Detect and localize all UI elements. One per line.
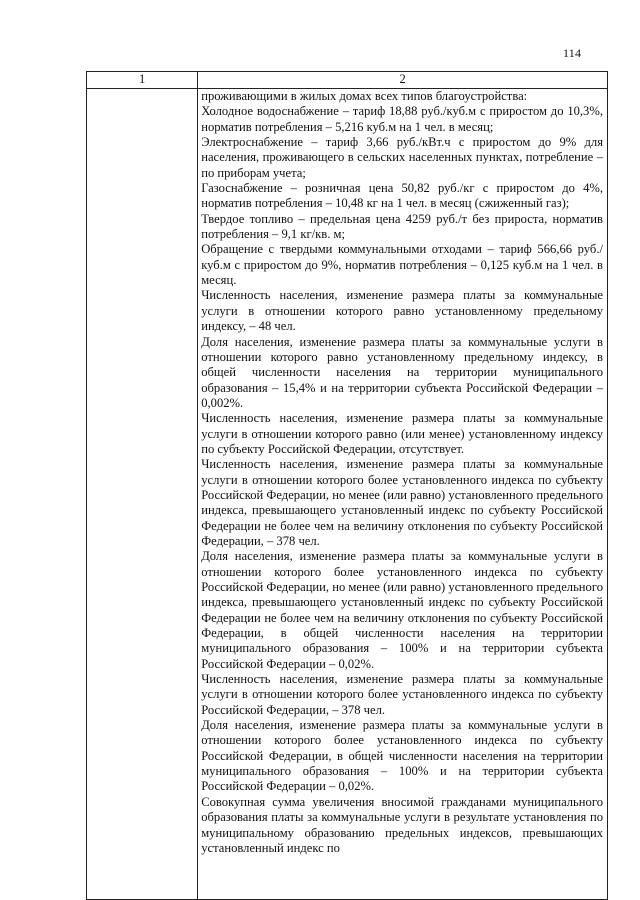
paragraph-intro: проживающими в жилых домах всех типов благоустройства: xyxy=(201,89,528,103)
paragraph-solid-fuel: Твердое топливо – предельная цена 4259 руб./т без прироста, норматив потребления – 9,1 кг/кв. м; xyxy=(201,211,603,242)
paragraph-waste: Обращение с твердыми коммунальными отходами – тариф 566,66 руб./куб.м с приростом до 9%, норматив потребления – 0,125 куб.м на 1 чел. в месяц. xyxy=(201,242,603,288)
table-row xyxy=(87,89,608,900)
paragraph-share-equal-limit: Доля населения, изменение размера платы за коммунальные услуги в отношении которого равно установленному предельному индексу, в общей численности населения на территории муниципального образования – 15,4% и на территории субъекта Российской Федерации – 0,002%. xyxy=(201,334,603,410)
page-number: 114 xyxy=(563,46,582,60)
paragraph-population-above-index: Численность населения, изменение размера платы за коммунальные услуги в отношении которого более установленного индекса по субъекту Российской Федерации, но менее (или равно) установленного предельного индекса, превышающего установленный индекс по субъекту Российской Федерации не более чем на величину отклонения по субъекту Российской Федерации, – 378 чел. xyxy=(201,457,603,548)
paragraph-population-exceeding: Численность населения, изменение размера платы за коммунальные услуги в отношении которого более установленного индекса по субъекту Российской Федерации, – 378 чел. xyxy=(201,672,603,717)
paragraph-gas: Газоснабжение – розничная цена 50,82 руб./кг с приростом до 4%, норматив потребления – 10,48 кг на 1 чел. в месяц (сжиженный газ); xyxy=(201,181,603,211)
first-column-cell xyxy=(87,89,198,900)
paragraph-electricity: Электроснабжение – тариф 3,66 руб./кВт.ч с приростом до 9% для населения, проживающего в сельских населенных пунктах, потребление – по приборам учета; xyxy=(201,135,603,180)
paragraph-share-exceeding: Доля населения, изменение размера платы за коммунальные услуги в отношении которого более установленного индекса по субъекту Российской Федерации, в общей численности населения на территории муниципального образования – 100% и на территории субъекта Российской Федерации – 0,02%. xyxy=(201,718,603,794)
content-cell xyxy=(198,89,608,900)
column-header-1: 1 xyxy=(87,72,198,89)
paragraph-population-below-index: Численность населения, изменение размера платы за коммунальные услуги в отношении которого равно (или менее) установленному индексу по субъекту Российской Федерации, отсутствует. xyxy=(201,411,603,456)
table-header-row xyxy=(87,72,608,89)
paragraph-share-above-index: Доля населения, изменение размера платы за коммунальные услуги в отношении которого более установленного индекса по субъекту Российской Федерации, но менее (или равно) установленного предельного индекса, превышающего установленный индекс по субъекту Российской Федерации не более чем на величину отклонения по субъекту Российской Федерации, в общей численности населения на территории муниципального образования – 100% и на территории субъекта Российской Федерации – 0,02%. xyxy=(201,549,603,671)
paragraph-cold-water: Холодное водоснабжение – тариф 18,88 руб./куб.м с приростом до 10,3%, норматив потребления – 5,216 куб.м на 1 чел. в месяц; xyxy=(201,104,603,134)
paragraph-total-increase: Совокупная сумма увеличения вносимой гражданами муниципального образования платы за коммунальные услуги в результате установления по муниципальному образованию предельных индексов, превышающих установленный индекс по xyxy=(201,794,603,855)
column-header-2: 2 xyxy=(198,72,608,89)
document-table xyxy=(86,71,608,900)
paragraph-population-equal-limit: Численность населения, изменение размера платы за коммунальные услуги в отношении которого равно установленному предельному индексу, – 48 чел. xyxy=(201,288,603,334)
